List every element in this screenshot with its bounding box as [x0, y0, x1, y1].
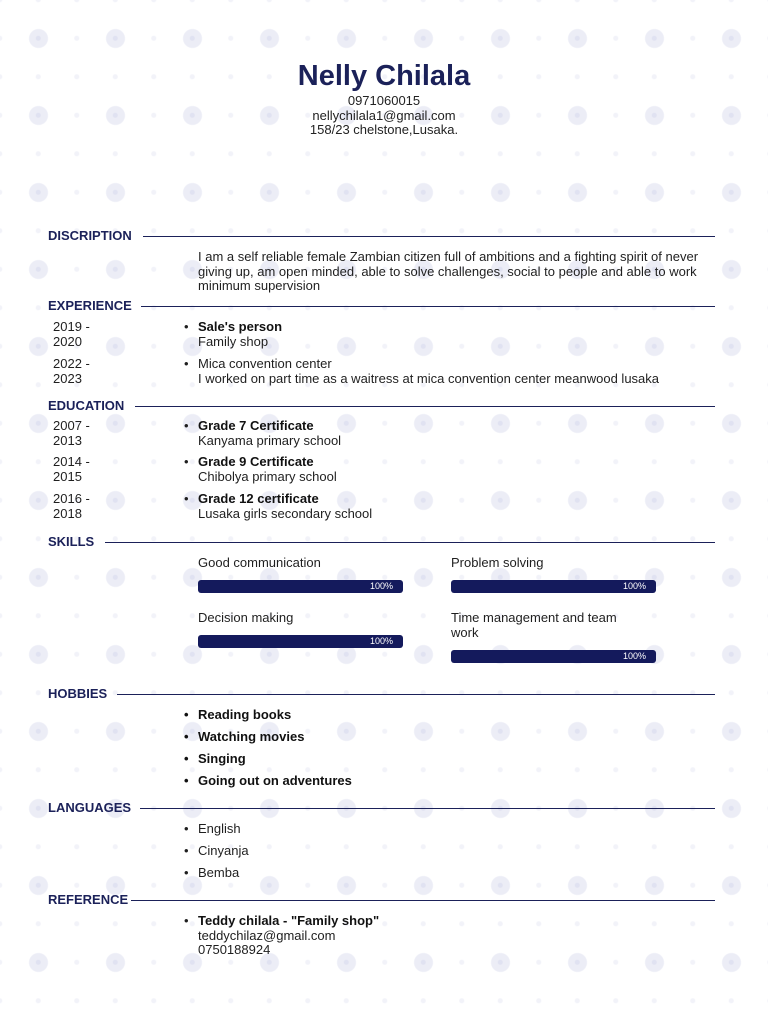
skill-level-bar — [451, 580, 656, 593]
section-divider — [140, 808, 715, 809]
education-detail — [198, 455, 713, 484]
education-award: • Grade 7 Certificate — [198, 418, 314, 433]
section-divider — [143, 236, 715, 237]
skill-name: Problem solving — [451, 555, 544, 570]
experience-detail — [198, 357, 713, 386]
hobby-item: • Going out on adventures — [198, 774, 352, 789]
experience-detail — [198, 320, 713, 349]
language-item: • Cinyanja — [198, 844, 249, 859]
education-school: Chibolya primary school — [198, 468, 337, 484]
skill-item — [198, 555, 403, 591]
section-title-hobbies: HOBBIES — [48, 686, 108, 701]
skills-section — [48, 535, 715, 665]
education-years — [53, 492, 113, 521]
year-end: 2015 — [53, 468, 82, 484]
skill-level-label: 100% — [622, 651, 646, 661]
skill-name: Time management and team work — [451, 610, 617, 640]
phone-number: 0971060015 — [347, 93, 421, 108]
education-years — [53, 455, 113, 484]
section-title-languages: LANGUAGES — [48, 800, 132, 815]
language-item: • English — [198, 822, 241, 837]
experience-years — [53, 357, 113, 386]
email-address: nellychilala1@gmail.com — [312, 107, 456, 123]
year-start: 2019 - — [53, 319, 90, 334]
skill-item — [198, 610, 403, 646]
education-award: • Grade 12 certificate — [198, 491, 319, 506]
experience-role: • Sale's person — [198, 319, 283, 334]
contact-info — [0, 94, 768, 138]
skill-name: Decision making — [198, 610, 294, 625]
skill-level-bar — [198, 580, 403, 593]
education-school: Lusaka girls secondary school — [198, 505, 373, 521]
education-years — [53, 419, 113, 448]
year-start: 2016 - — [53, 491, 90, 506]
experience-place: Family shop — [198, 333, 269, 349]
education-detail — [198, 492, 713, 521]
reference-item — [198, 914, 713, 958]
hobby-item: • Watching movies — [198, 730, 304, 745]
skill-name: Good communication — [198, 555, 321, 570]
hobby-item: • Reading books — [198, 708, 291, 723]
section-divider — [135, 406, 715, 407]
section-title-experience: EXPERIENCE — [48, 298, 132, 313]
year-start: 2007 - — [53, 418, 90, 433]
skill-level-bar — [198, 635, 403, 648]
skill-level-label: 100% — [369, 581, 393, 591]
experience-place: I worked on part time as a waitress at mica convention center meanwood lusaka — [198, 370, 660, 386]
skill-level-bar — [451, 650, 656, 663]
year-end: 2013 — [53, 432, 82, 448]
language-item: • Bemba — [198, 866, 239, 881]
section-title-description: DISCRIPTION — [48, 228, 132, 243]
section-title-education: EDUCATION — [48, 398, 125, 413]
skill-level-label: 100% — [622, 581, 646, 591]
section-title-skills: SKILLS — [48, 534, 95, 549]
resume-header — [0, 58, 768, 138]
experience-years — [53, 320, 113, 349]
year-start: 2022 - — [53, 356, 90, 371]
reference-phone: 0750188924 — [198, 942, 271, 957]
education-award: • Grade 9 Certificate — [198, 454, 314, 469]
section-divider — [131, 900, 715, 901]
year-end: 2018 — [53, 505, 82, 521]
skill-item — [451, 610, 656, 661]
section-title-reference: REFERENCE — [48, 892, 129, 907]
year-end: 2023 — [53, 370, 82, 386]
home-address: 158/23 chelstone,Lusaka. — [309, 122, 459, 137]
reference-email: teddychilaz@gmail.com — [198, 927, 336, 943]
skill-item — [451, 555, 656, 591]
section-divider — [105, 542, 715, 543]
section-divider — [141, 306, 715, 307]
hobby-item: • Singing — [198, 752, 246, 767]
education-detail — [198, 419, 713, 448]
description-text: I am a self reliable female Zambian citizen full of ambitions and a fighting spirit of never giving up, am open minded, able to solve challenges, social to people and able to work minimum supervision — [198, 249, 699, 293]
education-school: Kanyama primary school — [198, 432, 342, 448]
candidate-name: Nelly Chilala — [297, 60, 471, 92]
section-divider — [117, 694, 715, 695]
year-end: 2020 — [53, 333, 82, 349]
reference-name: • Teddy chilala - "Family shop" — [198, 913, 380, 928]
skill-level-label: 100% — [369, 636, 393, 646]
year-start: 2014 - — [53, 454, 90, 469]
experience-role: • Mica convention center — [198, 356, 332, 371]
